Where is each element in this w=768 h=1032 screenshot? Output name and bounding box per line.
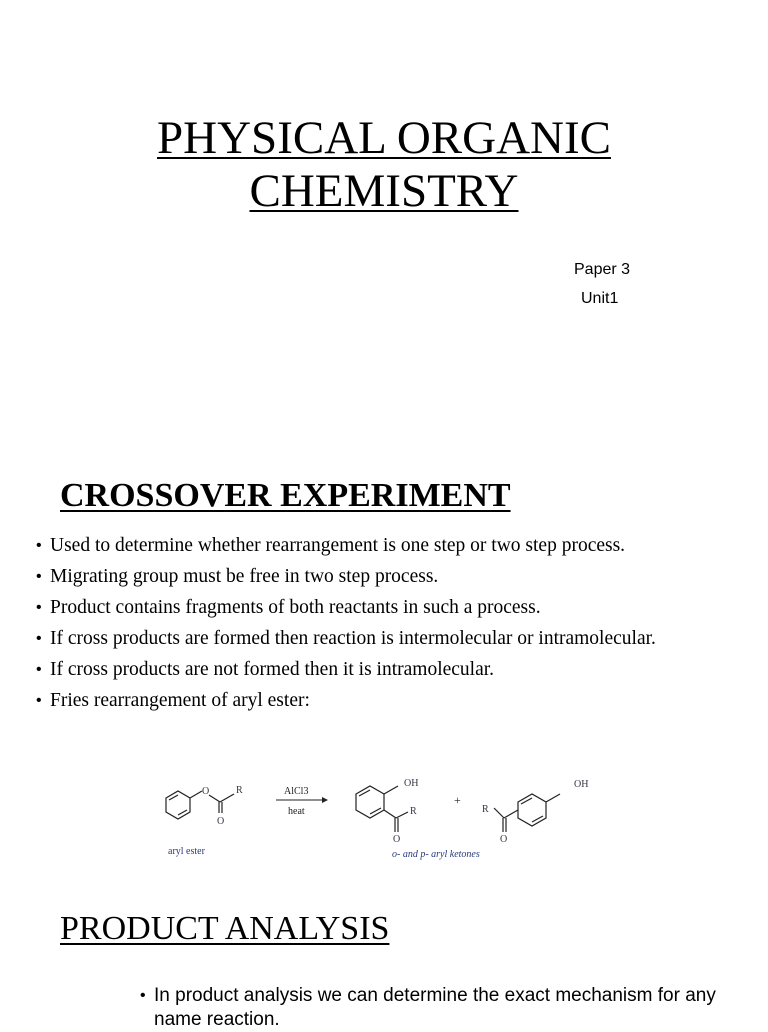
title-line-1: PHYSICAL ORGANIC bbox=[157, 112, 611, 164]
crossover-heading: CROSSOVER EXPERIMENT bbox=[60, 477, 511, 514]
fries-rearrangement-scheme bbox=[146, 772, 600, 864]
para-r-label: R bbox=[482, 804, 489, 815]
reagent-label: AlCl3 bbox=[284, 786, 309, 797]
ortho-carbonyl-o: O bbox=[393, 834, 401, 845]
ester-carbonyl-o: O bbox=[217, 816, 225, 827]
condition-label: heat bbox=[288, 806, 305, 817]
para-oh-label: OH bbox=[574, 779, 589, 790]
bullet-item: • Product contains fragments of both reactants in such a process. bbox=[36, 596, 676, 620]
product-analysis-bullet-list bbox=[140, 984, 740, 1032]
ester-o-label: O bbox=[202, 786, 210, 797]
bullet-item: • If cross products are not formed then it is intramolecular. bbox=[36, 658, 676, 682]
ester-r-label: R bbox=[236, 785, 243, 796]
paper-label: Paper 3 bbox=[574, 261, 631, 278]
bullet-item: • Fries rearrangement of aryl ester: bbox=[36, 689, 676, 713]
page-title bbox=[0, 112, 768, 218]
plus-sign: + bbox=[454, 793, 461, 807]
crossover-bullet-list bbox=[36, 534, 676, 720]
bullet-item: • If cross products are formed then reaction is intermolecular or intramolecular. bbox=[36, 627, 676, 651]
unit-label: Unit1 bbox=[581, 290, 619, 307]
aryl-ester-structure bbox=[166, 791, 234, 819]
ortho-product-structure bbox=[356, 786, 408, 832]
bullet-item: • Used to determine whether rearrangement is one step or two step process. bbox=[36, 534, 676, 558]
reactant-label: aryl ester bbox=[168, 846, 205, 857]
product-label: o- and p- aryl ketones bbox=[392, 849, 480, 860]
para-product-structure bbox=[494, 794, 560, 832]
ortho-r-label: R bbox=[410, 806, 417, 817]
ortho-oh-label: OH bbox=[404, 778, 419, 789]
bullet-item: • In product analysis we can determine the exact mechanism for any name reaction. bbox=[140, 984, 740, 1032]
bullet-item: • Migrating group must be free in two step process. bbox=[36, 565, 676, 589]
arrow-head-icon bbox=[322, 797, 328, 803]
product-analysis-heading: PRODUCT ANALYSIS bbox=[60, 910, 390, 947]
para-carbonyl-o: O bbox=[500, 834, 508, 845]
title-line-2: CHEMISTRY bbox=[249, 165, 519, 217]
